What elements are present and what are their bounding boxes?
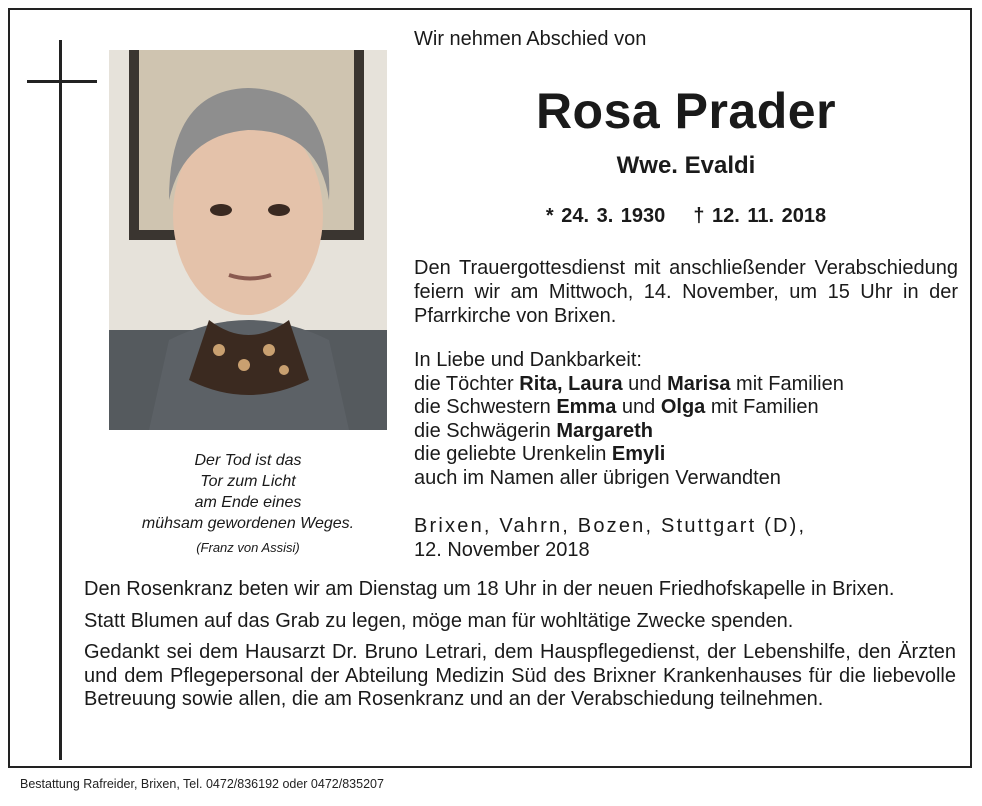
mourner-line: die Schwägerin Margareth bbox=[414, 419, 654, 442]
flowers-text: Statt Blumen auf das Grab zu legen, möge man für wohltätige Zwecke spenden. bbox=[84, 609, 794, 632]
life-dates bbox=[414, 205, 958, 228]
quote-line: Der Tod ist das bbox=[194, 452, 302, 469]
rosary-text: Den Rosenkranz beten wir am Dienstag um 18 Uhr in der neuen Friedhofskapelle in Brixen. bbox=[84, 578, 895, 600]
birth-date: * 24. 3. 1930 bbox=[545, 205, 666, 227]
death-date: † 12. 11. 2018 bbox=[693, 205, 827, 227]
quote-line: am Ende eines bbox=[194, 494, 302, 511]
place-date bbox=[414, 514, 958, 562]
places: Brixen, Vahrn, Bozen, Stuttgart (D), bbox=[414, 515, 807, 537]
footer-text: Bestattung Rafreider, Brixen, Tel. 0472/836192 oder 0472/835207 bbox=[20, 777, 384, 791]
quote-line: mühsam gewordenen Weges. bbox=[141, 515, 355, 532]
mourner-line: die Töchter Rita, Laura und Marisa mit Familien bbox=[414, 372, 844, 395]
quote-source: (Franz von Assisi) bbox=[196, 540, 300, 555]
service-text: Den Trauergottesdienst mit anschließender Verabschiedung feiern wir am Mittwoch, 14. November, um 15 Uhr in der Pfarrkirche von Brixen. bbox=[414, 257, 958, 327]
mourner-line: auch im Namen aller übrigen Verwandten bbox=[414, 466, 781, 489]
mourner-line: die geliebte Urenkelin Emyli bbox=[414, 443, 666, 465]
date: 12. November 2018 bbox=[414, 539, 590, 561]
mourner-line: die Schwestern Emma und Olga mit Familien bbox=[414, 396, 819, 418]
intro-text: Wir nehmen Abschied von bbox=[414, 28, 647, 50]
thanks-text: Gedankt sei dem Hausarzt Dr. Bruno Letrari, dem Hauspflegedienst, der Lebenshilfe, den Ärzten und dem Pflegepersonal der Abteilung Medizin Süd des Brixner Krankenhauses für die liebevolle Betreuung sowie allen, die am Rosenkranz und an der Verabschiedung teilnehmen. bbox=[84, 641, 956, 710]
deceased-name: Rosa Prader bbox=[535, 83, 837, 139]
cross-icon bbox=[59, 40, 62, 760]
quote-line: Tor zum Licht bbox=[200, 473, 296, 490]
mourners-list bbox=[414, 349, 958, 490]
cross-bar bbox=[27, 80, 97, 83]
portrait-photo bbox=[109, 50, 387, 430]
notices bbox=[84, 578, 956, 720]
widow-name: Wwe. Evaldi bbox=[616, 152, 756, 179]
quote bbox=[100, 450, 396, 558]
mourners-heading: In Liebe und Dankbarkeit: bbox=[414, 349, 642, 371]
